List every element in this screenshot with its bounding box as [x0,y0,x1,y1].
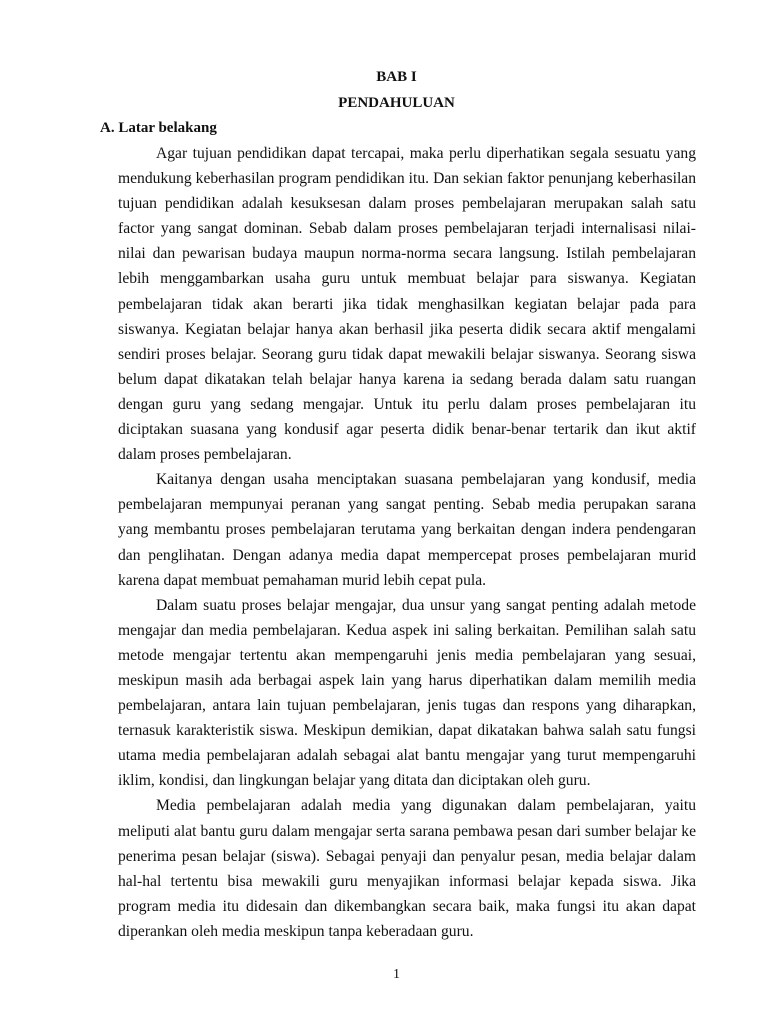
chapter-number: BAB I [376,69,417,85]
page-number: 1 [393,967,400,982]
paragraph-4: Media pembelajaran adalah media yang digunakan dalam pembelajaran, yaitu meliputi alat bantu guru dalam mengajar serta sarana pembawa pesan dari sumber belajar ke penerima pesan belajar (siswa). Sebagai penyaji dan penyalur pesan, media belajar dalam hal-hal tertentu bisa mewakili guru menyajikan informasi belajar kepada siswa. Jika program media itu didesain dan dikembangkan secara baik, maka fungsi itu akan dapat diperankan oleh media meskipun tanpa keberadaan guru. [118,797,696,940]
paragraph-1: Agar tujuan pendidikan dapat tercapai, maka perlu diperhatikan segala sesuatu yang mendukung keberhasilan program pendidikan itu. Dan sekian faktor penunjang keberhasilan tujuan pendidikan adalah kesuksesan dalam proses pembelajaran merupakan salah satu factor yang sangat dominan. Sebab dalam proses pembelajaran terjadi internalisasi nilai-nilai dan pewarisan budaya maupun norma-norma secara langsung. Istilah pembelajaran lebih menggambarkan usaha guru untuk membuat belajar para siswanya. Kegiatan pembelajaran tidak akan berarti jika tidak menghasilkan kegiatan belajar pada para siswanya. Kegiatan belajar hanya akan berhasil jika peserta didik secara aktif mengalami sendiri proses belajar. Seorang guru tidak dapat mewakili belajar siswanya. Seorang siswa belum dapat dikatakan telah belajar hanya karena ia sedang berada dalam satu ruangan dengan guru yang sedang mengajar. Untuk itu perlu dalam proses pembelajaran itu diciptakan suasana yang kondusif agar peserta didik benar-benar tertarik dan ikut aktif dalam proses pembelajaran. [118,145,696,464]
paragraph-3: Dalam suatu proses belajar mengajar, dua unsur yang sangat penting adalah metode mengajar dan media pembelajaran. Kedua aspek ini saling berkaitan. Pemilihan salah satu metode mengajar tertentu akan mempengaruhi jenis media pembelajaran yang sesuai, meskipun masih ada berbagai aspek lain yang harus diperhatikan dalam memilih media pembelajaran, antara lain tujuan pembelajaran, jenis tugas dan respons yang diharapkan, ternasuk karakteristik siswa. Meskipun demikian, dapat dikatakan bahwa salah satu fungsi utama media pembelajaran adalah sebagai alat bantu mengajar yang turut mempengaruhi iklim, kondisi, dan lingkungan belajar yang ditata dan diciptakan oleh guru. [118,596,696,790]
chapter-title: PENDAHULUAN [338,95,455,111]
section-heading: A. Latar belakang [100,120,217,136]
paragraph-2: Kaitanya dengan usaha menciptakan suasana pembelajaran yang kondusif, media pembelajaran mempunyai peranan yang sangat penting. Sebab media perupakan sarana yang membantu proses pembelajaran terutama yang berkaitan dengan indera pendengaran dan penglihatan. Dengan adanya media dapat mempercepat proses pembelajaran murid karena dapat membuat pemahaman murid lebih cepat pula. [118,471,696,589]
body-text [118,141,696,944]
